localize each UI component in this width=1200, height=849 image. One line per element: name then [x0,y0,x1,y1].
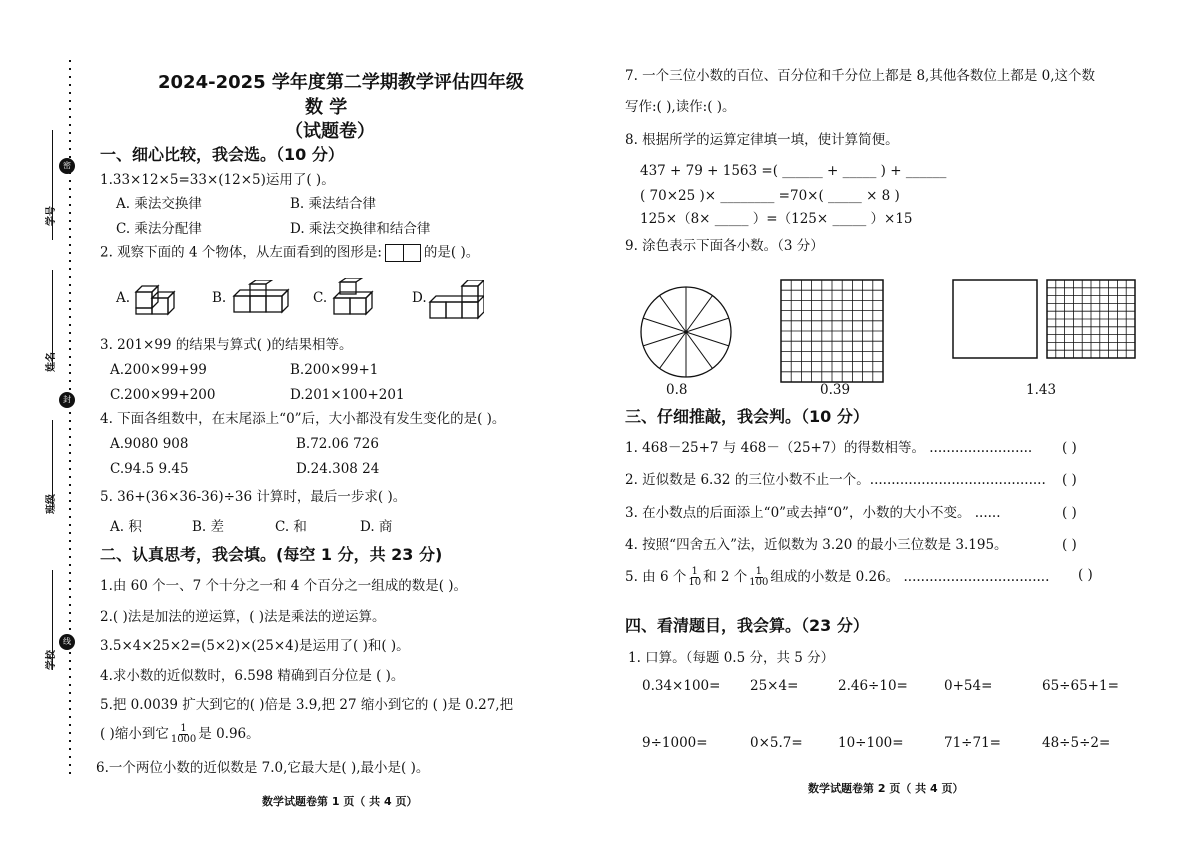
q1-option-a: A. 乘法交换律 [116,196,202,212]
q5-option-a: A. 积 [110,519,142,535]
fill-q2: 2.( )法是加法的逆运算，( )法是乘法的逆运算。 [100,609,386,625]
fill-q7-line2: 写作:( ),读作:( )。 [625,99,736,115]
shade-label-0-8: 0.8 [666,382,688,398]
q5-text: 5. 36+(36×36-36)÷36 计算时，最后一步求( )。 [100,489,407,505]
fill-q9: 9. 涂色表示下面各小数。（3 分） [625,238,824,254]
cube-figure-b [228,280,294,320]
q5-option-b: B. 差 [192,519,225,535]
calc-q1: 1. 口算。（每题 0.5 分，共 5 分） [628,650,835,666]
fill-q8-line2: ( 70×25 )× ________ =70×( _____ × 8 ) [640,188,900,204]
q2-option-c-label: C. [313,290,328,306]
subject-title: 数 学 [305,97,348,118]
fill-q5-prefix: ( )缩小到它 [100,726,169,742]
shade-label-0-39: 0.39 [820,382,851,398]
exam-title: 2024-2025 学年度第二学期教学评估四年级 [158,72,524,93]
q2-suffix: 的是( )。 [423,244,480,261]
q2-prefix: 2. 观察下面的 4 个物体，从左面看到的图形是: [100,244,382,261]
fill-q6: 6.一个两位小数的近似数是 7.0,它最大是( ),最小是( )。 [96,760,430,776]
fraction-1-over-10 [688,567,701,588]
calc-item: 0×5.7= [750,735,803,751]
judge-answer-1: ( ) [1062,440,1077,456]
judge-q1: 1. 468－25+7 与 468－（25+7）的得数相等。 ........................ [625,440,1033,456]
q1-text: 1.33×12×5=33×(12×5)运用了( )。 [100,172,335,188]
q3-text: 3. 201×99 的结果与算式( )的结果相等。 [100,337,353,353]
q3-option-b: B.200×99+1 [290,362,379,378]
judge-answer-5: ( ) [1078,567,1093,583]
fill-q8: 8. 根据所学的运算定律填一填，使计算简便。 [625,132,899,148]
page-1-footer: 数学试题卷第 1 页（ 共 4 页） [262,795,418,808]
q4-text: 4. 下面各组数中，在末尾添上“0”后，大小都没有发生变化的是( )。 [100,411,506,427]
sector-line [660,296,686,332]
q5-option-d: D. 商 [360,519,393,535]
calc-item: 65÷65+1= [1042,678,1119,694]
judge-q5-suffix: 组成的小数是 0.26。 .................................. [770,569,1050,585]
q3-option-c: C.200×99+200 [110,387,216,403]
q2-option-b-label: B. [212,290,227,306]
section-1-heading: 一、细心比较，我会选。（10 分） [100,145,344,164]
calc-item: 9÷1000= [642,735,708,751]
judge-answer-4: ( ) [1062,537,1077,553]
section-4-heading: 四、看清题目，我会算。（23 分） [625,616,869,635]
q5-option-c: C. 和 [275,519,307,535]
sector-line [686,332,712,368]
fraction-numerator: 1 [180,723,187,734]
grid-100-squares [780,279,884,383]
fill-q7-line1: 7. 一个三位小数的百位、百分位和千分位上都是 8,其他各数位上都是 0,这个数 [625,68,1096,84]
sector-line [686,318,729,332]
fill-q4: 4.求小数的近似数时，6.598 精确到百分位是 ( )。 [100,668,405,684]
class-label: 班级 [46,494,57,514]
judge-q3: 3. 在小数点的后面添上“0”或去掉“0”，小数的大小不变。 ...... [625,505,1001,521]
judge-answer-2: ( ) [1062,472,1077,488]
section-3-heading: 三、仔细推敲，我会判。（10 分） [625,407,869,426]
calc-item: 25×4= [750,678,799,694]
page-2-footer: 数学试题卷第 2 页（ 共 4 页） [808,782,964,795]
q2-option-a-label: A. [116,290,131,306]
judge-q2: 2. 近似数是 6.32 的三位小数不止一个。......................................... [625,472,1046,488]
q3-option-a: A.200×99+99 [110,362,207,378]
school-label: 学校 [46,650,57,670]
fraction-numerator: 1 [755,566,762,577]
q4-option-b: B.72.06 726 [296,436,379,452]
q2-option-d-label: D. [412,290,427,306]
calc-item: 0+54= [944,678,993,694]
q3-option-d: D.201×100+201 [290,387,405,403]
judge-answer-3: ( ) [1062,505,1077,521]
judge-q5 [625,567,1049,588]
judge-q4: 4. 按照“四舍五入”法，近似数为 3.20 的最小三位数是 3.195。 [625,537,1008,553]
fraction-numerator: 1 [691,566,698,577]
fraction-1-over-100 [749,567,768,588]
judge-q5-middle: 和 2 个 [703,569,748,585]
grid-100-squares-2 [1046,279,1136,359]
cube-figure-d [426,280,484,320]
paper-type: （试题卷） [285,121,375,142]
section-2-heading: 二、认真思考，我会填。(每空 1 分，共 23 分) [100,545,443,564]
calc-item: 48÷5÷2= [1042,735,1111,751]
fill-q5-line2 [100,724,260,745]
student-id-label: 学号 [46,206,57,226]
seal-mark-1: 密 [59,158,75,174]
sector-line [686,296,712,332]
fill-q8-line1: 437 + 79 + 1563 =( ______ + _____ ) + ______ [640,163,947,179]
calc-item: 71÷71= [944,735,1001,751]
sector-line [660,332,686,368]
two-squares-figure [385,244,421,262]
cube-figure-a [130,278,182,318]
seal-mark-2: 封 [59,392,75,408]
fraction-denominator: 1000 [170,734,197,745]
name-label: 姓名 [46,352,57,372]
q1-option-b: B. 乘法结合律 [290,196,377,212]
fill-q8-line3: 125×（8× _____ ）=（125× _____ ）×15 [640,211,913,227]
calc-item: 0.34×100= [642,678,721,694]
fill-q1: 1.由 60 个一、7 个十分之一和 4 个百分之一组成的数是( )。 [100,578,468,594]
fill-q3: 3.5×4×25×2=(5×2)×(25×4)是运用了( )和( )。 [100,638,410,654]
q1-option-c: C. 乘法分配律 [116,221,202,237]
fill-q5-suffix: 是 0.96。 [198,726,260,742]
q4-option-d: D.24.308 24 [296,461,380,477]
circle-10-sectors [638,284,734,380]
fill-q5-line1: 5.把 0.0039 扩大到它的( )倍是 3.9,把 27 缩小到它的 ( )是 0.27,把 [100,697,514,713]
fraction-denominator: 10 [688,577,702,588]
calc-item: 10÷100= [838,735,904,751]
shade-label-1-43: 1.43 [1026,382,1057,398]
sector-line [643,332,686,346]
fraction-1-over-1000 [171,724,196,745]
sector-line [643,318,686,332]
sector-line [686,332,729,346]
empty-square [952,279,1038,359]
fraction-denominator: 100 [749,577,769,588]
cube-figure-c [328,278,384,318]
seal-mark-3: 线 [59,634,75,650]
calc-item: 2.46÷10= [838,678,908,694]
q4-option-c: C.94.5 9.45 [110,461,189,477]
q4-option-a: A.9080 908 [110,436,189,452]
q2-text [100,244,479,262]
judge-q5-prefix: 5. 由 6 个 [625,569,687,585]
q1-option-d: D. 乘法交换律和结合律 [290,221,431,237]
